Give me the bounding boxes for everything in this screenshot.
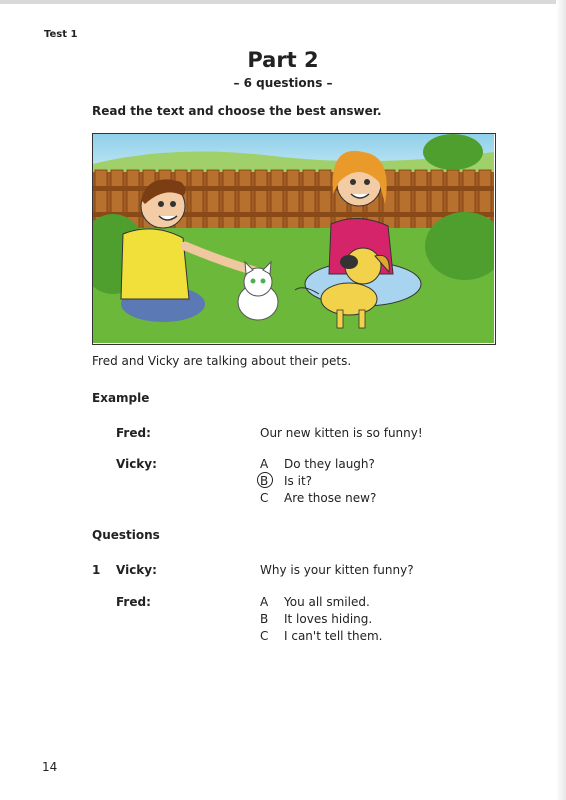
illustration <box>92 133 496 345</box>
test-label: Test 1 <box>44 29 78 40</box>
part-title: Part 2 <box>247 48 319 72</box>
question-1-speaker-1: Vicky: <box>116 563 157 577</box>
example-option-c[interactable] <box>260 491 376 507</box>
page-number: 14 <box>42 760 58 774</box>
scene-caption: Fred and Vicky are talking about their pets. <box>92 354 352 368</box>
question-1-speaker-2: Fred: <box>116 595 151 609</box>
option-text: I can't tell them. <box>284 629 383 643</box>
instruction-text: Read the text and choose the best answer. <box>92 104 382 118</box>
example-speaker-1: Fred: <box>116 426 151 440</box>
option-text: It loves hiding. <box>284 612 373 626</box>
question-1-option-b[interactable] <box>260 612 372 628</box>
questions-heading: Questions <box>92 528 160 542</box>
question-1-line-1: Why is your kitten funny? <box>260 563 414 577</box>
option-letter: A <box>260 595 269 609</box>
option-letter-selected: B <box>260 474 284 488</box>
example-speaker-2: Vicky: <box>116 457 157 471</box>
option-text: Are those new? <box>284 491 377 505</box>
question-1-option-c[interactable] <box>260 629 383 645</box>
page-edge-shadow <box>556 0 566 800</box>
option-text: Do they laugh? <box>284 457 375 471</box>
example-heading: Example <box>92 391 150 405</box>
page-top-rule <box>0 0 566 4</box>
example-option-a[interactable] <box>260 457 375 473</box>
option-letter: A <box>260 457 269 471</box>
question-1-option-a[interactable] <box>260 595 370 611</box>
option-letter: C <box>260 629 269 643</box>
question-number: 1 <box>92 563 101 577</box>
option-letter: C <box>260 491 269 505</box>
option-text: Is it? <box>284 474 313 488</box>
example-line-1: Our new kitten is so funny! <box>260 426 423 440</box>
option-text: You all smiled. <box>284 595 370 609</box>
pets-scene-image <box>93 134 494 343</box>
option-letter: B <box>260 612 269 626</box>
part-subtitle: – 6 questions – <box>233 76 333 90</box>
example-option-b[interactable] <box>260 474 312 490</box>
